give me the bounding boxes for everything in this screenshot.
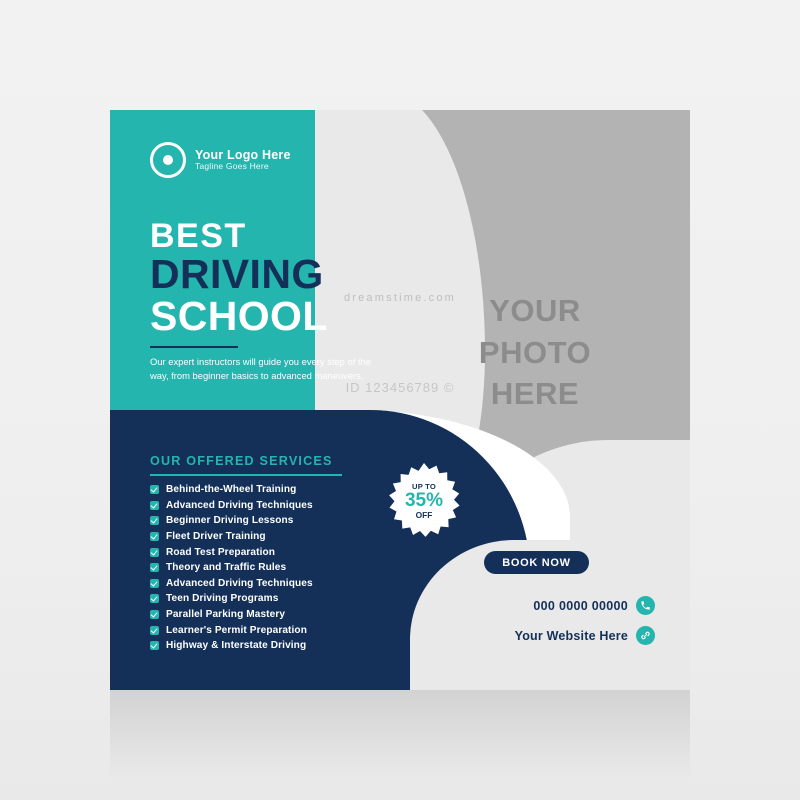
headline-line-2: DRIVING [150, 251, 324, 298]
check-icon [150, 641, 159, 650]
photo-placeholder-line-2: PHOTO [478, 334, 592, 370]
service-label: Parallel Parking Mastery [166, 609, 286, 621]
service-list-item [150, 591, 400, 607]
logo-text-group [195, 148, 291, 172]
check-icon [150, 563, 159, 572]
service-label: Theory and Traffic Rules [166, 562, 287, 574]
headline-line-3: SCHOOL [150, 292, 328, 339]
service-label: Beginner Driving Lessons [166, 515, 294, 527]
headline-line-1: BEST [150, 217, 247, 255]
service-label: Learner's Permit Preparation [166, 624, 307, 636]
service-list-item [150, 576, 400, 592]
service-list-item [150, 544, 400, 560]
link-icon [636, 626, 655, 645]
logo [150, 142, 291, 178]
discount-value: 35% [404, 489, 444, 511]
photo-placeholder-label [410, 290, 660, 415]
phone-number: 000 0000 00000 [533, 598, 628, 613]
photo-placeholder-line-3: HERE [490, 376, 580, 412]
service-label: Behind-the-Wheel Training [166, 484, 297, 496]
website-label: Your Website Here [514, 628, 628, 643]
service-list-item [150, 607, 400, 623]
check-icon [150, 532, 159, 541]
flyer-reflection [110, 690, 690, 780]
service-list-item [150, 482, 400, 498]
service-list-item [150, 498, 400, 514]
social-media-flyer [110, 110, 690, 690]
headline-divider [150, 346, 238, 348]
phone-contact[interactable] [440, 596, 655, 615]
check-icon [150, 610, 159, 619]
watermark-primary: dreamstime.com [343, 292, 457, 304]
service-list-item [150, 529, 400, 545]
services-title-underline [150, 474, 342, 476]
logo-name: Your Logo Here [195, 147, 291, 162]
logo-tagline: Tagline Goes Here [195, 161, 269, 172]
check-icon [150, 516, 159, 525]
service-list-item [150, 622, 400, 638]
service-label: Highway & Interstate Driving [166, 640, 307, 652]
service-list-item [150, 638, 400, 654]
discount-top-label: UP TO [412, 481, 436, 491]
service-list-item [150, 513, 400, 529]
service-label: Fleet Driver Training [166, 531, 266, 543]
service-label: Teen Driving Programs [166, 593, 279, 605]
discount-badge [385, 462, 463, 540]
check-icon [150, 594, 159, 603]
check-icon [150, 485, 159, 494]
website-contact[interactable] [440, 626, 655, 645]
phone-icon [636, 596, 655, 615]
service-label: Road Test Preparation [166, 546, 276, 558]
photo-placeholder-line-1: YOUR [489, 293, 581, 328]
book-now-button[interactable]: BOOK NOW [484, 551, 589, 574]
discount-bottom-label: OFF [415, 509, 433, 520]
services-title: OUR OFFERED SERVICES [150, 454, 333, 468]
service-label: Advanced Driving Techniques [166, 577, 313, 589]
check-icon [150, 548, 159, 557]
service-label: Advanced Driving Techniques [166, 499, 313, 511]
service-list-item [150, 560, 400, 576]
headline-subtext: Our expert instructors will guide you every step of the way, from beginner basics to advanced maneuvers. [150, 355, 371, 381]
services-list [150, 482, 400, 654]
check-icon [150, 626, 159, 635]
target-circle-icon [150, 142, 186, 178]
check-icon [150, 579, 159, 588]
check-icon [150, 501, 159, 510]
watermark-secondary: ID 123456789 © [345, 380, 455, 395]
